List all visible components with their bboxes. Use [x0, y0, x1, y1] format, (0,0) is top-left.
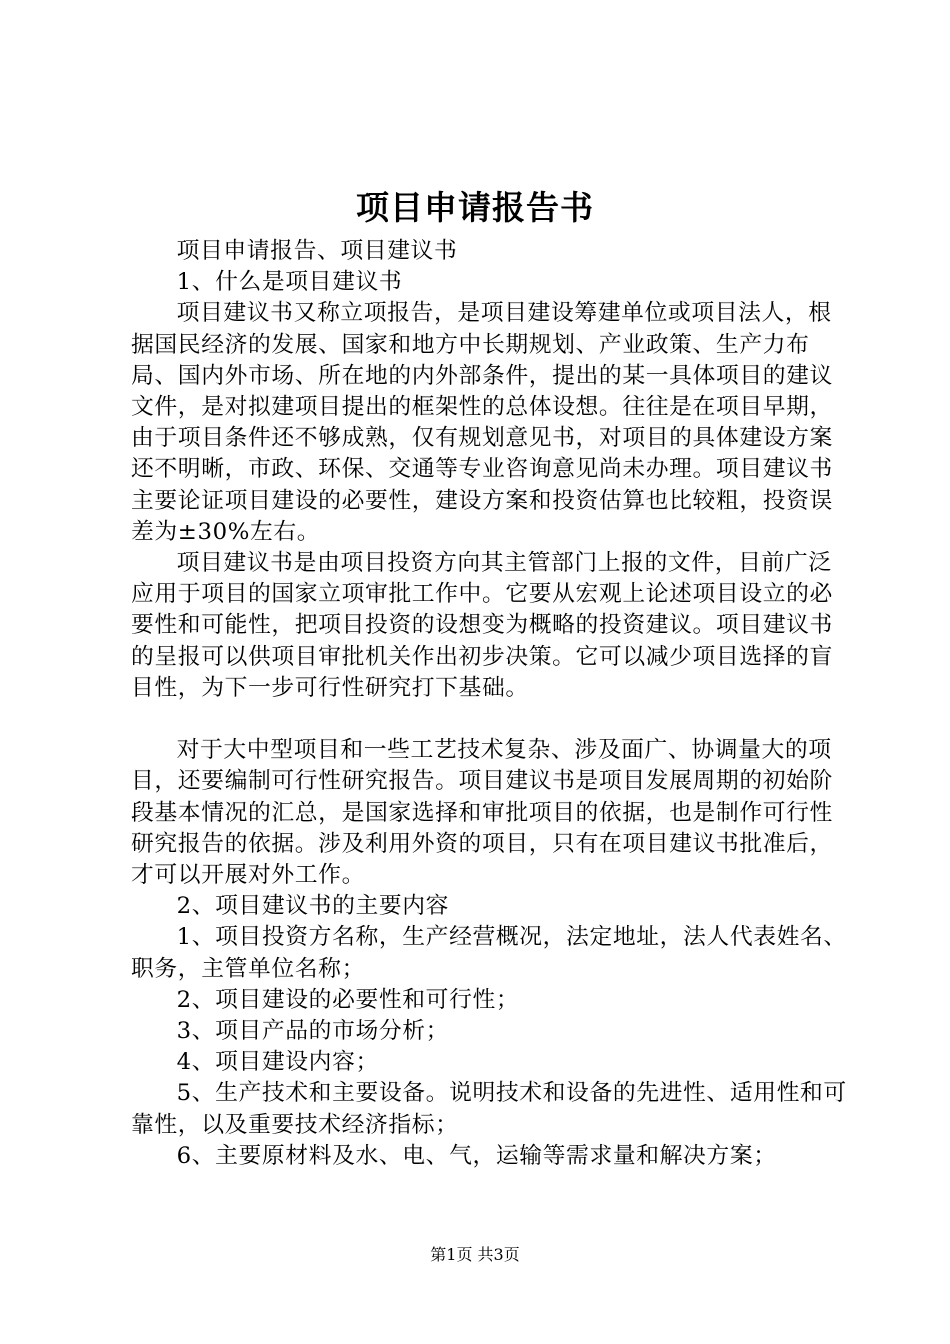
paragraph-subtitle: 项目申请报告、项目建议书 [176, 238, 458, 264]
paragraph-definition: 项目建议书又称立项报告，是项目建设筹建单位或项目法人，根据国民经济的发展、国家和地方中长期规划、产业政策、生产力布局、国内外市场、所在地的内外部条件，提出的某一具体项目的建议文件，是对拟建项目提出的框架性的总体设想。往往是在项目早期，由于项目条件还不够成熟，仅有规划意见书，对项目的具体建设方案还不明晰，市政、环保、交通等专业咨询意见尚未办理。项目建议书主要论证项目建设的必要性，建设方案和投资估算也比较粗，投资误差为±30%左右。 [131, 300, 833, 545]
list-item-5: 5、生产技术和主要设备。说明技术和设备的先进性、适用性和可靠性，以及重要技术经济指标； [131, 1080, 847, 1138]
paragraph-large-projects: 对于大中型项目和一些工艺技术复杂、涉及面广、协调量大的项目，还要编制可行性研究报告。项目建议书是项目发展周期的初始阶段基本情况的汇总，是国家选择和审批项目的依据，也是制作可行性研究报告的依据。涉及利用外资的项目，只有在项目建议书批准后，才可以开展对外工作。 [131, 737, 833, 889]
section-heading-2: 2、项目建议书的主要内容 [176, 893, 450, 920]
list-item-4: 4、项目建设内容； [176, 1049, 379, 1076]
paragraph-purpose: 项目建议书是由项目投资方向其主管部门上报的文件，目前广泛应用于项目的国家立项审批工作中。它要从宏观上论述项目设立的必要性和可能性，把项目投资的设想变为概略的投资建议。项目建议书的呈报可以供项目审批机关作出初步决策。它可以减少项目选择的盲目性，为下一步可行性研究打下基础。 [131, 550, 833, 701]
list-item-6: 6、主要原材料及水、电、气，运输等需求量和解决方案； [176, 1142, 777, 1169]
list-item-1: 1、项目投资方名称，生产经营概况，法定地址，法人代表姓名、职务，主管单位名称； [131, 924, 847, 982]
section-heading-1: 1、什么是项目建议书 [176, 269, 403, 296]
page-footer: 第1页 共3页 [430, 1245, 520, 1264]
list-item-3: 3、项目产品的市场分析； [176, 1018, 450, 1045]
list-item-2: 2、项目建设的必要性和可行性； [176, 986, 520, 1013]
document-title: 项目申请报告书 [356, 188, 594, 227]
document-body [131, 236, 851, 1172]
